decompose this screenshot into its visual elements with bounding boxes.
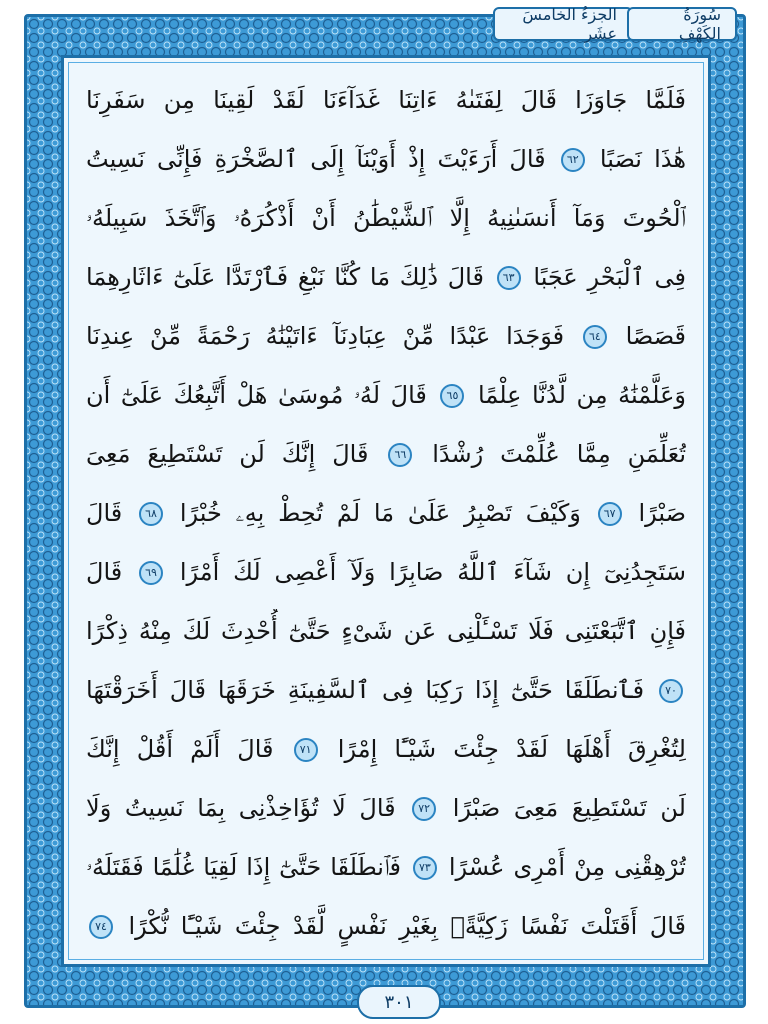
verse-text: هَٰذَا نَصَبًا bbox=[587, 145, 686, 173]
verse-text: قَالَ أَرَءَيْتَ إِذْ أَوَيْنَآ إِلَى ٱلصَّخْرَةِ فَإِنِّى نَسِيتُ bbox=[86, 145, 558, 173]
verse-line bbox=[86, 668, 686, 714]
ayah-number-marker: ٧٢ bbox=[412, 797, 436, 821]
verse-text: قَالَ لَهُۥ مُوسَىٰ هَلْ أَتَّبِعُكَ عَلَىٰٓ أَن bbox=[86, 381, 438, 409]
verse-text: وَكَيْفَ تَصْبِرُ عَلَىٰ مَا لَمْ تُحِطْ بِهِۦ خُبْرًا bbox=[166, 499, 595, 527]
verse-text: قَالَ أَقَتَلْتَ نَفْسًا زَكِيَّةًۢ بِغَيْرِ نَفْسٍ لَّقَدْ جِئْتَ شَيْـًٔا نُّكْرًا bbox=[116, 912, 686, 940]
verse-text: فَإِنِ ٱتَّبَعْتَنِى فَلَا تَسْـَٔلْنِى عَن شَىْءٍ حَتَّىٰٓ أُحْدِثَ لَكَ مِنْهُ ذِكْرًا bbox=[86, 617, 686, 645]
verse-line bbox=[86, 196, 686, 242]
ayah-number-marker: ٦٤ bbox=[583, 325, 607, 349]
verse-text: فَلَمَّا جَاوَزَا قَالَ لِفَتَىٰهُ ءَاتِنَا غَدَآءَنَا لَقَدْ لَقِينَا مِن سَفَرِنَا bbox=[86, 86, 686, 114]
verse-text: فَٱنطَلَقَا حَتَّىٰٓ إِذَا رَكِبَا فِى ٱلسَّفِينَةِ خَرَقَهَا قَالَ أَخَرَقْتَهَا bbox=[86, 676, 656, 704]
verse-line bbox=[86, 137, 686, 183]
verse-text: تُعَلِّمَنِ مِمَّا عُلِّمْتَ رُشْدًا bbox=[415, 440, 686, 468]
ayah-number-marker: ٦٥ bbox=[440, 384, 464, 408]
ayah-number-marker: ٦٣ bbox=[497, 266, 521, 290]
verse-line bbox=[86, 491, 686, 537]
verse-line bbox=[86, 904, 686, 950]
page-frame bbox=[24, 5, 746, 1013]
surah-label: سُورَةُ الكَهْفِ bbox=[627, 7, 737, 41]
verse-text: قَالَ أَلَمْ أَقُلْ إِنَّكَ bbox=[86, 735, 291, 763]
page-number: ٣٠١ bbox=[357, 985, 441, 1019]
verse-text: تُرْهِقْنِى مِنْ أَمْرِى عُسْرًا bbox=[439, 853, 686, 881]
ayah-number-marker: ٦٧ bbox=[598, 502, 622, 526]
verse-line bbox=[86, 373, 686, 419]
verse-text: قَصَصًا bbox=[609, 322, 686, 350]
verse-text: ٱلْحُوتَ وَمَآ أَنسَىٰنِيهُ إِلَّا ٱلشَّيْطَٰنُ أَنْ أَذْكُرَهُۥ وَٱتَّخَذَ سَبِيلَهُۥ bbox=[86, 204, 686, 232]
verse-line bbox=[86, 845, 686, 891]
verse-text: سَتَجِدُنِىٓ إِن شَآءَ ٱللَّهُ صَابِرًا وَلَآ أَعْصِى لَكَ أَمْرًا bbox=[166, 558, 686, 586]
verse-text: لِتُغْرِقَ أَهْلَهَا لَقَدْ جِئْتَ شَيْـًٔا إِمْرًا bbox=[320, 735, 686, 763]
verse-text: وَعَلَّمْنَٰهُ مِن لَّدُنَّا عِلْمًا bbox=[467, 381, 686, 409]
verse-text: فَٱنطَلَقَا حَتَّىٰٓ إِذَا لَقِيَا غُلَٰمًا فَقَتَلَهُۥ bbox=[86, 853, 410, 881]
verse-text: قَالَ ذَٰلِكَ مَا كُنَّا نَبْغِ فَٱرْتَدَّا عَلَىٰٓ ءَاثَارِهِمَا bbox=[86, 263, 494, 291]
juz-label: الجزءُ الخامسَ عشَر bbox=[493, 7, 633, 41]
ayah-number-marker: ٦٩ bbox=[139, 561, 163, 585]
verse-line bbox=[86, 432, 686, 478]
verse-line bbox=[86, 255, 686, 301]
ayah-number-marker: ٧٤ bbox=[89, 915, 113, 939]
verse-text: فِى ٱلْبَحْرِ عَجَبًا bbox=[523, 263, 686, 291]
verse-line bbox=[86, 727, 686, 773]
ayah-number-marker: ٧٣ bbox=[413, 856, 437, 880]
verse-line bbox=[86, 550, 686, 596]
verse-line bbox=[86, 314, 686, 360]
ayah-number-marker: ٦٦ bbox=[388, 443, 412, 467]
verse-text: فَوَجَدَا عَبْدًا مِّنْ عِبَادِنَآ ءَاتَيْنَٰهُ رَحْمَةً مِّنْ عِندِنَا bbox=[86, 322, 580, 350]
verse-text: قَالَ bbox=[86, 558, 137, 586]
verse-line bbox=[86, 78, 686, 124]
text-panel bbox=[61, 55, 711, 967]
ayah-number-marker: ٦٨ bbox=[139, 502, 163, 526]
verse-text: قَالَ إِنَّكَ لَن تَسْتَطِيعَ مَعِىَ bbox=[86, 440, 386, 468]
verse-text: قَالَ bbox=[86, 499, 137, 527]
verse-line bbox=[86, 786, 686, 832]
verse-line bbox=[86, 609, 686, 655]
verse-text: قَالَ لَا تُؤَاخِذْنِى بِمَا نَسِيتُ وَلَا bbox=[86, 794, 410, 822]
ayah-number-marker: ٧٠ bbox=[659, 679, 683, 703]
ayah-number-marker: ٧١ bbox=[294, 738, 318, 762]
verse-text: صَبْرًا bbox=[624, 499, 686, 527]
verse-text: لَن تَسْتَطِيعَ مَعِىَ صَبْرًا bbox=[439, 794, 686, 822]
verse-lines bbox=[86, 78, 686, 950]
ayah-number-marker: ٦٢ bbox=[561, 148, 585, 172]
